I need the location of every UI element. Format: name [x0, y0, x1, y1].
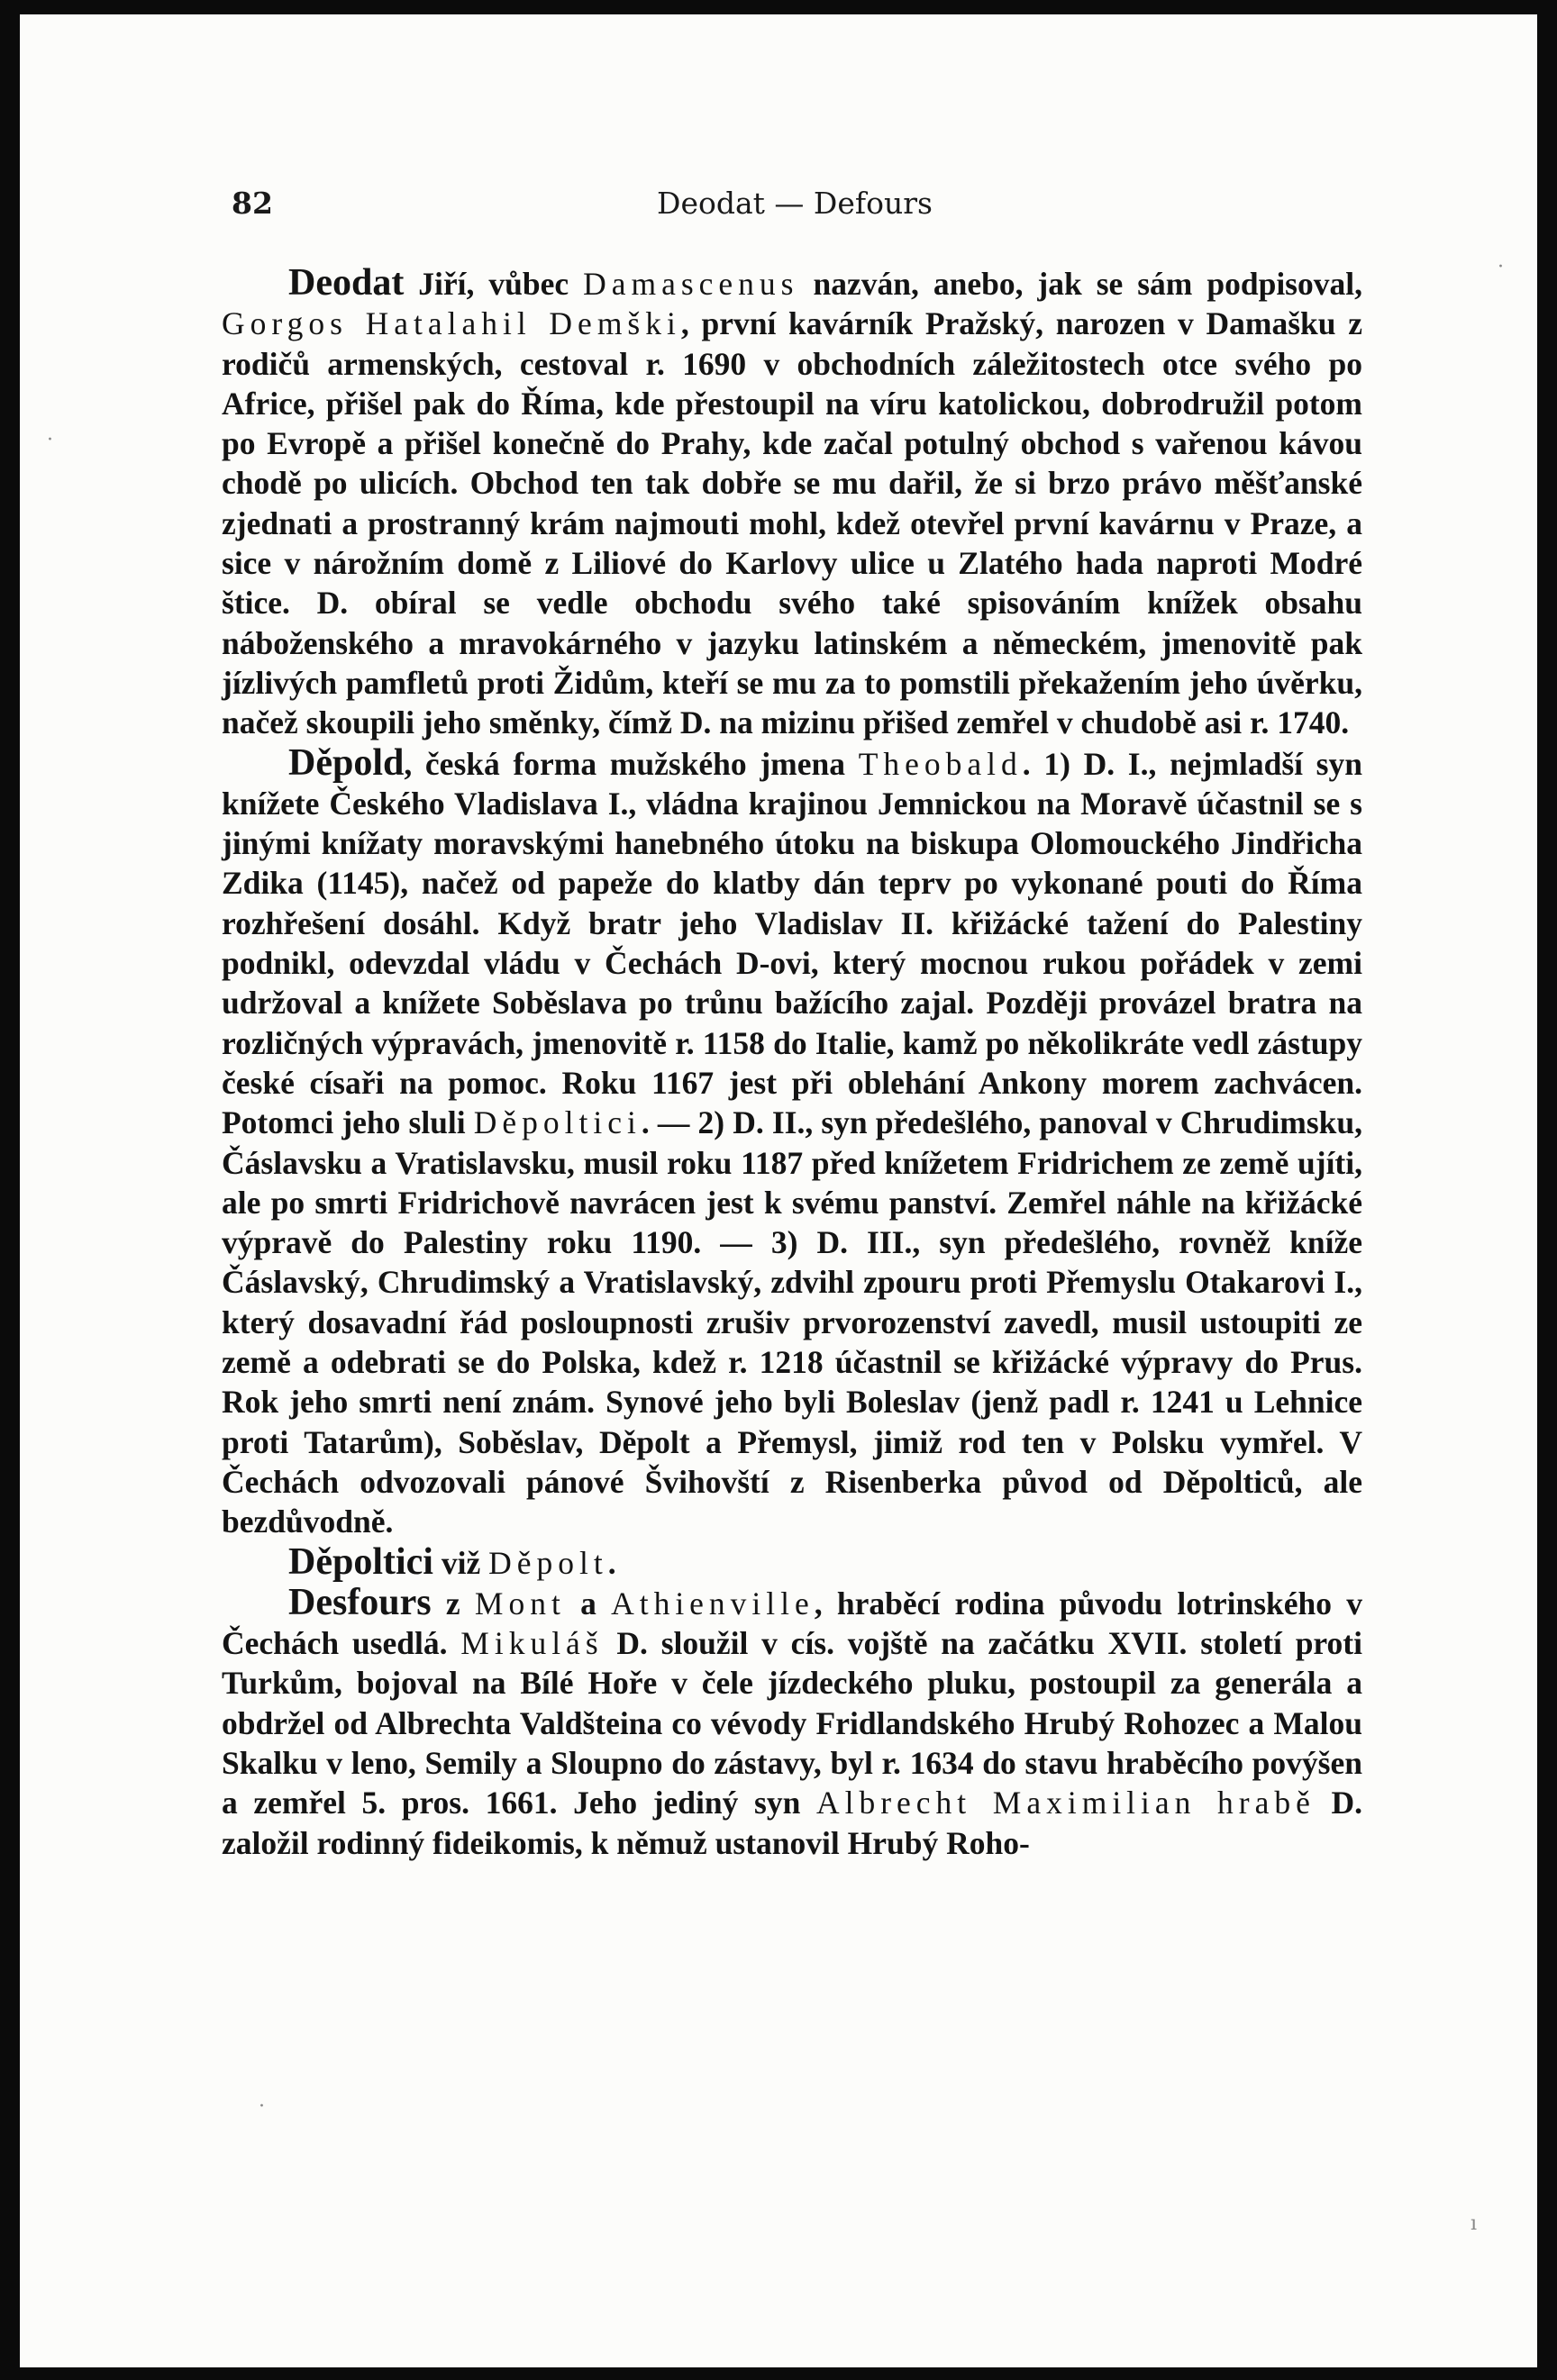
spaced-name: Mont — [474, 1585, 566, 1621]
spaced-name: Mikuláš — [460, 1625, 604, 1662]
entry-headword: Deodat — [288, 262, 405, 304]
dictionary-body — [222, 263, 1362, 1863]
spaced-name: Děpoltici — [473, 1104, 642, 1141]
entry-deodat — [222, 263, 1362, 743]
entry-headword: Děpoltici — [288, 1540, 433, 1583]
entry-text: , česká forma mužského jmena — [404, 745, 859, 782]
spaced-name: Děpolt — [488, 1544, 608, 1581]
entry-text: . — [607, 1544, 616, 1581]
entry-text: , první kavárník Pražský, narozen v Damašku z rodičů armenských, cestoval r. 1690 v obchodních záležitostech otce svého po Africe, přišel pak do Říma, kde přestoupil na víru katolickou, dobrodružil potom po Evropě a přišel konečně do Prahy, kde začal potulný obchod s vařenou kávou chodě po ulicích. Obchod ten tak dobře se mu dařil, že si brzo právo měšťanské zjednati a prostranný krám najmouti mohl, kdež otevřel první kavárnu v Praze, a sice v nárožním domě z Liliové do Karlovy ulice u Zlatého hada naproti Modré štice. D. obíral se vedle obchodu svého také spisováním knížek obsahu náboženského a mravokárného v jazyku latinském a německém, jmenovitě pak jízlivých pamfletů proti Židům, kteří se mu za to pomstili překažením jeho úvěrku, načež skoupili jeho směnky, čímž D. na mizinu přišed zemřel v chudobě asi r. 1740. — [222, 305, 1362, 741]
spaced-name: Theobald — [858, 745, 1023, 782]
entry-headword: Desfours — [288, 1581, 432, 1623]
scan-speck: · — [47, 429, 53, 451]
spaced-name: Damascenus — [583, 266, 799, 302]
entry-headword: Děpold — [288, 741, 405, 784]
page-number: 82 — [232, 186, 273, 221]
entry-text: viž — [432, 1544, 489, 1581]
scan-speck: · — [259, 2095, 265, 2118]
scan-speck: · — [1498, 256, 1504, 278]
running-title: Deodat — Defours — [657, 186, 933, 221]
entry-text: nazván, anebo, jak se sám podpisoval, — [798, 266, 1362, 302]
entry-desfours — [222, 1583, 1362, 1863]
spaced-name: Gorgos Hatalahil Demški — [222, 305, 681, 342]
entry-depold — [222, 743, 1362, 1542]
entry-text: . 1) D. I., nejmladší syn knížete Českého Vladislava I., vládna krajinou Jemnickou na Moravě účastnil se s jinými knížaty moravskými hanebného útoku na biskupa Olomouckého Jindřicha Zdika (1145), načež od papeže do klatby dán teprv po vykonané pouti do Říma rozhřešení dosáhl. Když bratr jeho Vladislav II. křižácké tažení do Palestiny podnikl, odevzdal vládu v Čechách D-ovi, který mocnou rukou pořádek v zemi udržoval a knížete Soběslava po trůnu bažícího zajal. Později provázel bratra na rozličných výpravách, jmenovitě r. 1158 do Italie, kamž po několikráte vedl zástupy české císaři na pomoc. Roku 1167 jest při oblehání Ankony morem zachvácen. Potomci jeho sluli — [222, 745, 1362, 1141]
entry-text: , hraběcí rodina původu lotrinského v Čechách usedlá. — [222, 1585, 1363, 1662]
spaced-name: Albrecht Maximilian hrabě — [815, 1785, 1316, 1821]
scan-speck: ı — [1470, 2212, 1478, 2235]
entry-text: D. založil rodinný fideikomis, k němuž ustanovil Hrubý Roho- — [222, 1785, 1363, 1861]
spaced-name: Athienville — [611, 1585, 815, 1621]
entry-text: z — [431, 1585, 475, 1621]
entry-text: Jiří, vůbec — [404, 266, 584, 302]
page-header — [232, 186, 1358, 231]
entry-text: D. sloužil v cís. vojště na začátku XVII. století proti Turkům, bojoval na Bílé Hoře v čele jízdeckého pluku, postoupil za generála a obdržel od Albrechta Valdšteina co vévody Fridlandského Hrubý Rohozec a Malou Skalku v leno, Semily a Sloupno do zástavy, byl r. 1634 do stavu hraběcího povýšen a zemřel 5. pros. 1661. Jeho jediný syn — [222, 1625, 1362, 1821]
entry-text: . — 2) D. II., syn předešlého, panoval v Chrudimsku, Čáslavsku a Vratislavsku, musil roku 1187 před knížetem Fridrichem ze země ujíti, ale po smrti Fridrichově navrácen jest k svému panství. Zemřel náhle na křižácké výpravě do Palestiny roku 1190. — 3) D. III., syn předešlého, rovněž kníže Čáslavský, Chrudimský a Vratislavský, zdvihl zpouru proti Přemyslu Otakarovi I., který dosavadní řád posloupnosti zrušiv prvorozenství zavedl, musil ustoupiti ze země a odebrati se do Polska, kdež r. 1218 účastnil se křižácké výpravy do Prus. Rok jeho smrti není znám. Synové jeho byli Boleslav (jenž padl r. 1241 u Lehnice proti Tatarům), Soběslav, Děpolt a Přemysl, jimiž rod ten v Polsku vymřel. V Čechách odvozovali pánové Švihovští z Risenberka původ od Děpolticů, ale bezdůvodně. — [222, 1104, 1362, 1540]
entry-text: a — [565, 1585, 612, 1621]
scanned-page — [20, 14, 1537, 2367]
entry-depoltici — [222, 1542, 1362, 1583]
